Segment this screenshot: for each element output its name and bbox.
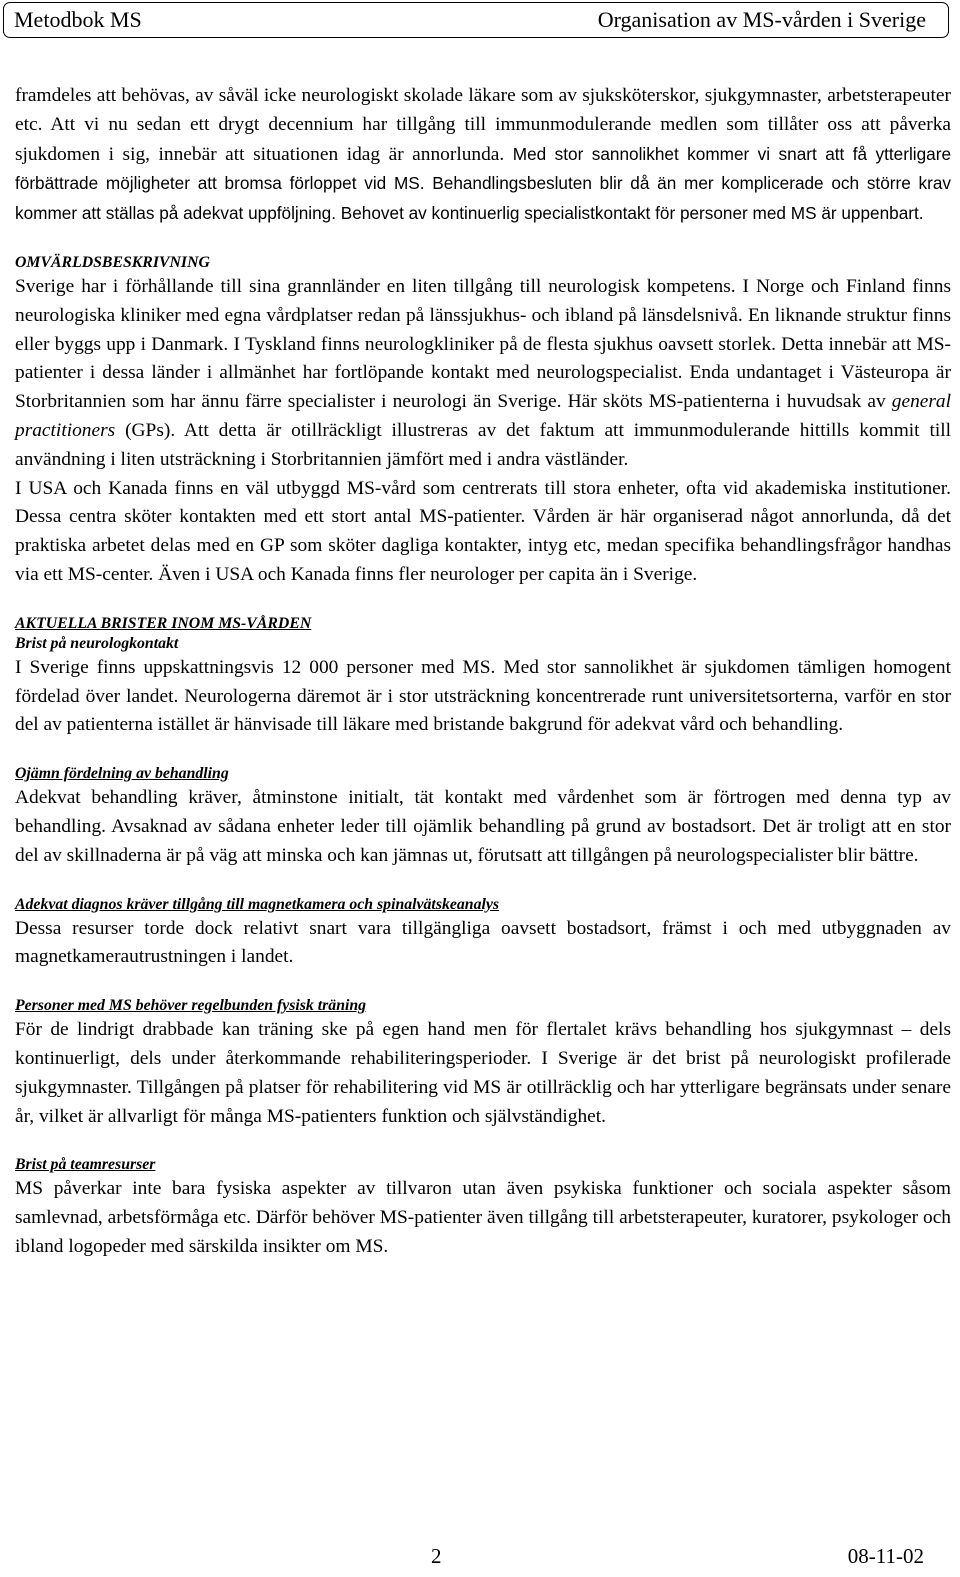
- intro-paragraph: [15, 82, 951, 229]
- document-body: [15, 82, 951, 1262]
- italic-term: general practitioners: [15, 391, 951, 441]
- section-title: Brist på neurologkontakt: [15, 634, 179, 652]
- section-title: Personer med MS behöver regelbunden fysisk träning: [15, 997, 367, 1015]
- section-text: Dessa resurser torde dock relativt snart vara tillgängliga oavsett bostadsort, främst i och med utbyggnaden av magnetkamerautrustningen i landet.: [15, 917, 951, 968]
- brister-heading: AKTUELLA BRISTER INOM MS-VÅRDEN: [15, 614, 312, 632]
- header-title-right: Organisation av MS-vården i Sverige: [597, 7, 926, 32]
- section-title: Brist på teamresurser: [15, 1156, 156, 1174]
- section-text: MS påverkar inte bara fysiska aspekter av tillvaron utan även psykiska funktioner och sociala aspekter såsom samlevnad, arbetsförmåga etc. Därför behöver MS-patienter även tillgång till arbetsterapeuter, kuratorer, psykologer och ibland logopeder med särskilda insikter om MS.: [15, 1178, 951, 1257]
- intro-text-serif: framdeles att behövas, av såväl icke neurologiskt skolade läkare som av sjuksköterskor, sjukgymnaster, arbetsterapeuter etc. Att vi nu sedan ett drygt decennium har tillgång till immunmodulerande medlen som tillåter oss att påverka sjukdomen i sig, innebär att situationen idag är annorlunda.: [15, 85, 951, 165]
- header-title-left: Metodbok MS: [14, 7, 142, 32]
- section-title: Ojämn fördelning av behandling: [15, 765, 229, 783]
- page-header: [3, 2, 949, 38]
- section-text: I Sverige finns uppskattningsvis 12 000 personer med MS. Med stor sannolikhet är sjukdomen tämligen homogent fördelad över landet. Neurologerna däremot är i stor utsträckning koncentrerade runt universitetsorterna, varför en stor del av patienterna istället är hänvisade till läkare med bristande bakgrund för adekvat vård och behandling.: [15, 656, 951, 736]
- footer-date: 08-11-02: [847, 1544, 924, 1568]
- omvarld-heading: OMVÄRLDSBESKRIVNING: [15, 253, 210, 271]
- section-text: Adekvat behandling kräver, åtminstone initialt, tät kontakt med vårdenhet som är förtrogen med denna typ av behandling. Avsaknad av sådana enheter leder till ojämlik behandling på grund av bostadsort. Det är troligt att en stor del av skillnaderna är på väg att minska och kan jämnas ut, förutsatt att tillgången på neurologspecialister blir bättre.: [15, 787, 951, 866]
- section-text: För de lindrigt drabbade kan träning ske på egen hand men för flertalet krävs behandling hos sjukgymnast – dels kontinuerligt, dels under återkommande rehabiliteringsperioder. I Sverige är det brist på neurologiskt profilerade sjukgymnaster. Tillgången på platser för rehabilitering vid MS är otillräcklig och har ytterligare begränsats under senare år, vilket är allvarligt för många MS-patienters funktion och självständighet.: [15, 1019, 951, 1127]
- page-number: 2: [431, 1544, 442, 1568]
- omvarld-paragraph-2: I USA och Kanada finns en väl utbyggd MS-vård som centrerats till stora enheter, ofta vid akademiska institutioner. Dessa centra sköter kontakten med ett stort antal MS-patienter. Vården är här organiserad något annorlunda, då det praktiska arbetet delas med en GP som sköter dagliga kontakter, intyg etc, medan specifika behandlingsfrågor handhas via ett MS-center. Även i USA och Kanada finns fler neurologer per capita än i Sverige.: [15, 477, 951, 585]
- section-title: Adekvat diagnos kräver tillgång till magnetkamera och spinalvätskeanalys: [15, 895, 500, 913]
- omvarld-paragraph-1: Sverige har i förhållande till sina grannländer en liten tillgång till neurologisk kompetens. I Norge och Finland finns neurologiska kliniker med egna vårdplatser redan på länssjukhus- och ibland på länsdelsnivå. En liknande struktur finns eller byggs upp i Danmark. I Tyskland finns neurologkliniker på de flesta sjukhus oavsett storlek. Detta innebär att MS-patienter i dessa länder i allmänhet har fortlöpande kontakt med neurologspecialist. Enda undantaget i Västeuropa är Storbritannien som har ännu färre specialister i neurologi än Sverige. Här sköts MS-patienterna i huvudsak av general practitioners (GPs). Att detta är otillräckligt illustreras av det faktum att immunmodulerande hittills kommit till användning i liten utsträckning i Storbritannien jämfört med i andra västländer.: [15, 275, 951, 470]
- intro-text-sans: Med stor sannolikhet kommer vi snart att få ytterligare förbättrade möjligheter att bromsa förloppet vid MS. Behandlingsbesluten blir då än mer komplicerade och större krav kommer att ställas på adekvat uppföljning. Behovet av kontinuerlig specialistkontakt för personer med MS är uppenbart.: [15, 143, 951, 224]
